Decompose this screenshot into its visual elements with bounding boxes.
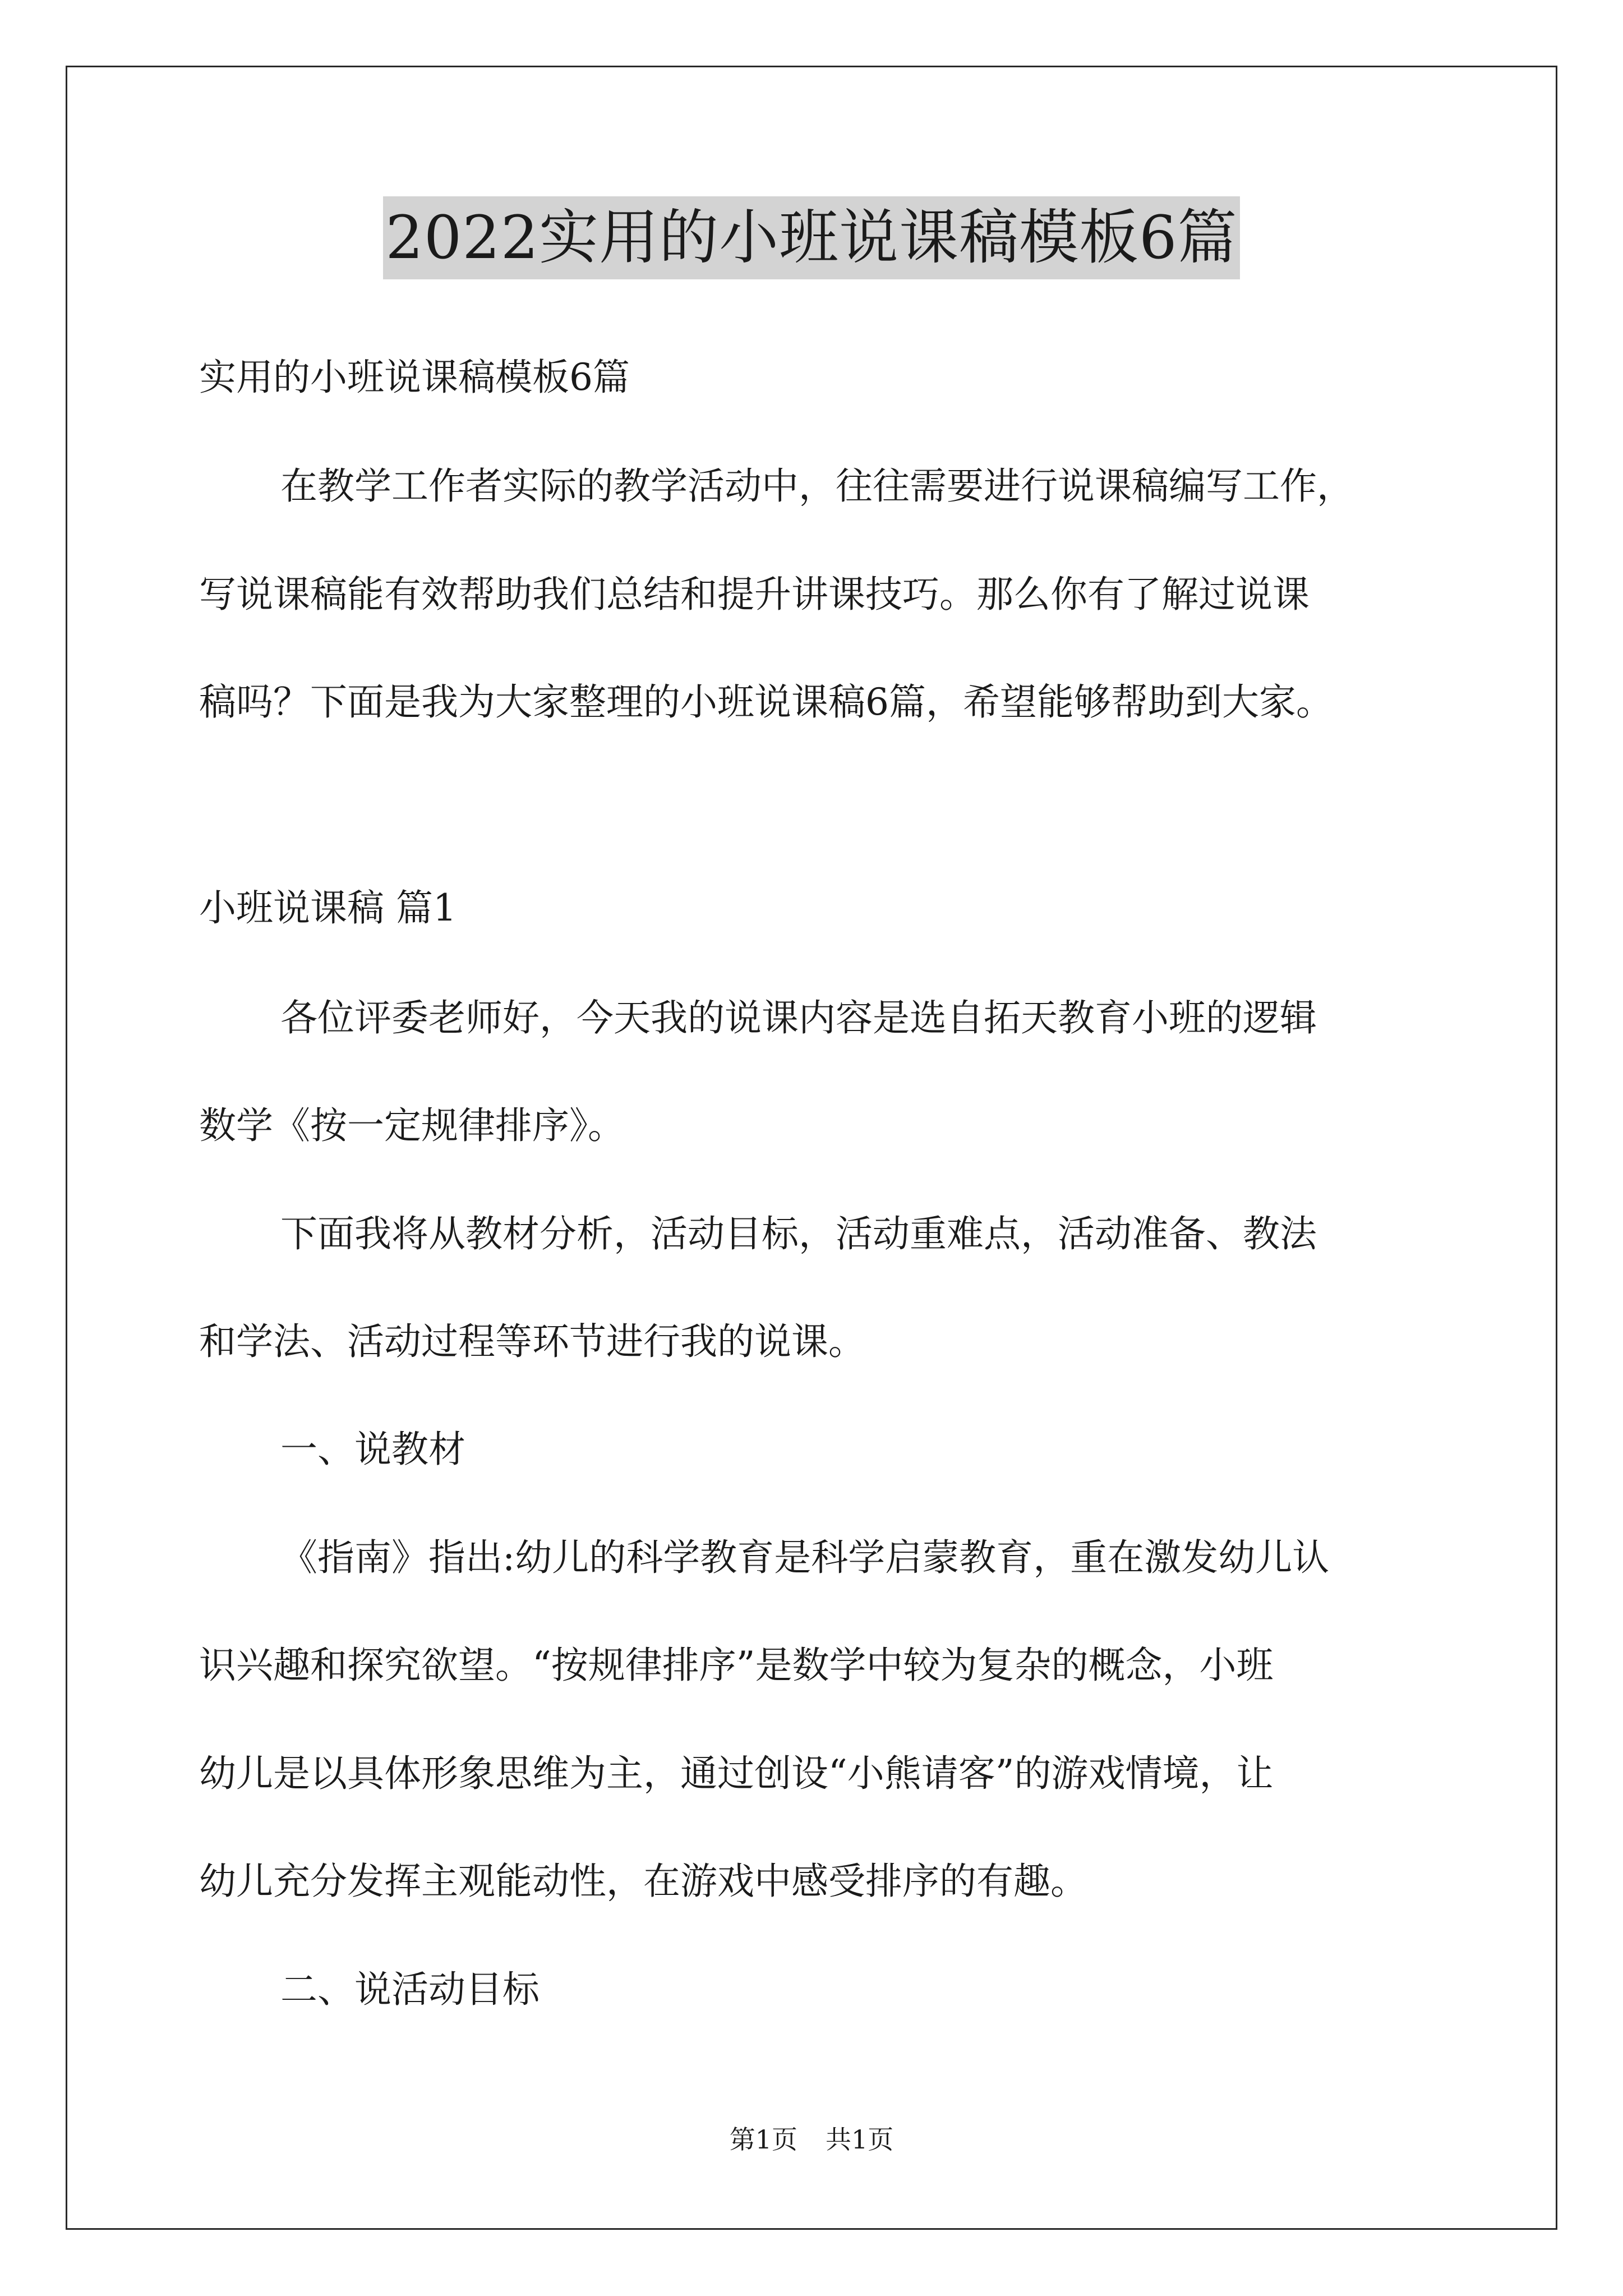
paragraph-line: 识兴趣和探究欲望。“按规律排序”是数学中较为复杂的概念，小班 <box>199 1644 1274 1687</box>
title-container <box>0 196 1623 279</box>
page-number: 第1页 <box>729 2124 797 2155</box>
subtitle-line: 实用的小班说课稿模板6篇 <box>199 356 630 399</box>
paragraph-line: 下面我将从教材分析，活动目标，活动重难点，活动准备、教法 <box>280 1212 1317 1255</box>
paragraph-line: 数学《按一定规律排序》。 <box>199 1104 625 1147</box>
paragraph-line: 稿吗？下面是我为大家整理的小班说课稿6篇，希望能够帮助到大家。 <box>199 680 1333 724</box>
paragraph-line: 和学法、活动过程等环节进行我的说课。 <box>199 1320 865 1363</box>
paragraph-line: 《指南》指出:幼儿的科学教育是科学启蒙教育，重在激发幼儿认 <box>280 1536 1330 1579</box>
paragraph-line: 写说课稿能有效帮助我们总结和提升讲课技巧。那么你有了解过说课 <box>199 573 1310 616</box>
paragraph-line: 在教学工作者实际的教学活动中，往往需要进行说课稿编写工作， <box>280 464 1354 508</box>
document-title: 2022实用的小班说课稿模板6篇 <box>383 196 1239 279</box>
paragraph-line: 各位评委老师好，今天我的说课内容是选自拓天教育小班的逻辑 <box>280 996 1317 1039</box>
section-heading: 小班说课稿 篇1 <box>199 886 457 930</box>
page-total: 共1页 <box>826 2124 894 2155</box>
subsection-heading: 一、说教材 <box>280 1428 465 1471</box>
subsection-heading: 二、说活动目标 <box>280 1968 540 2011</box>
paragraph-line: 幼儿是以具体形象思维为主，通过创设“小熊请客”的游戏情境，让 <box>199 1752 1274 1795</box>
page-footer <box>0 2123 1623 2156</box>
paragraph-line: 幼儿充分发挥主观能动性，在游戏中感受排序的有趣。 <box>199 1860 1087 1903</box>
